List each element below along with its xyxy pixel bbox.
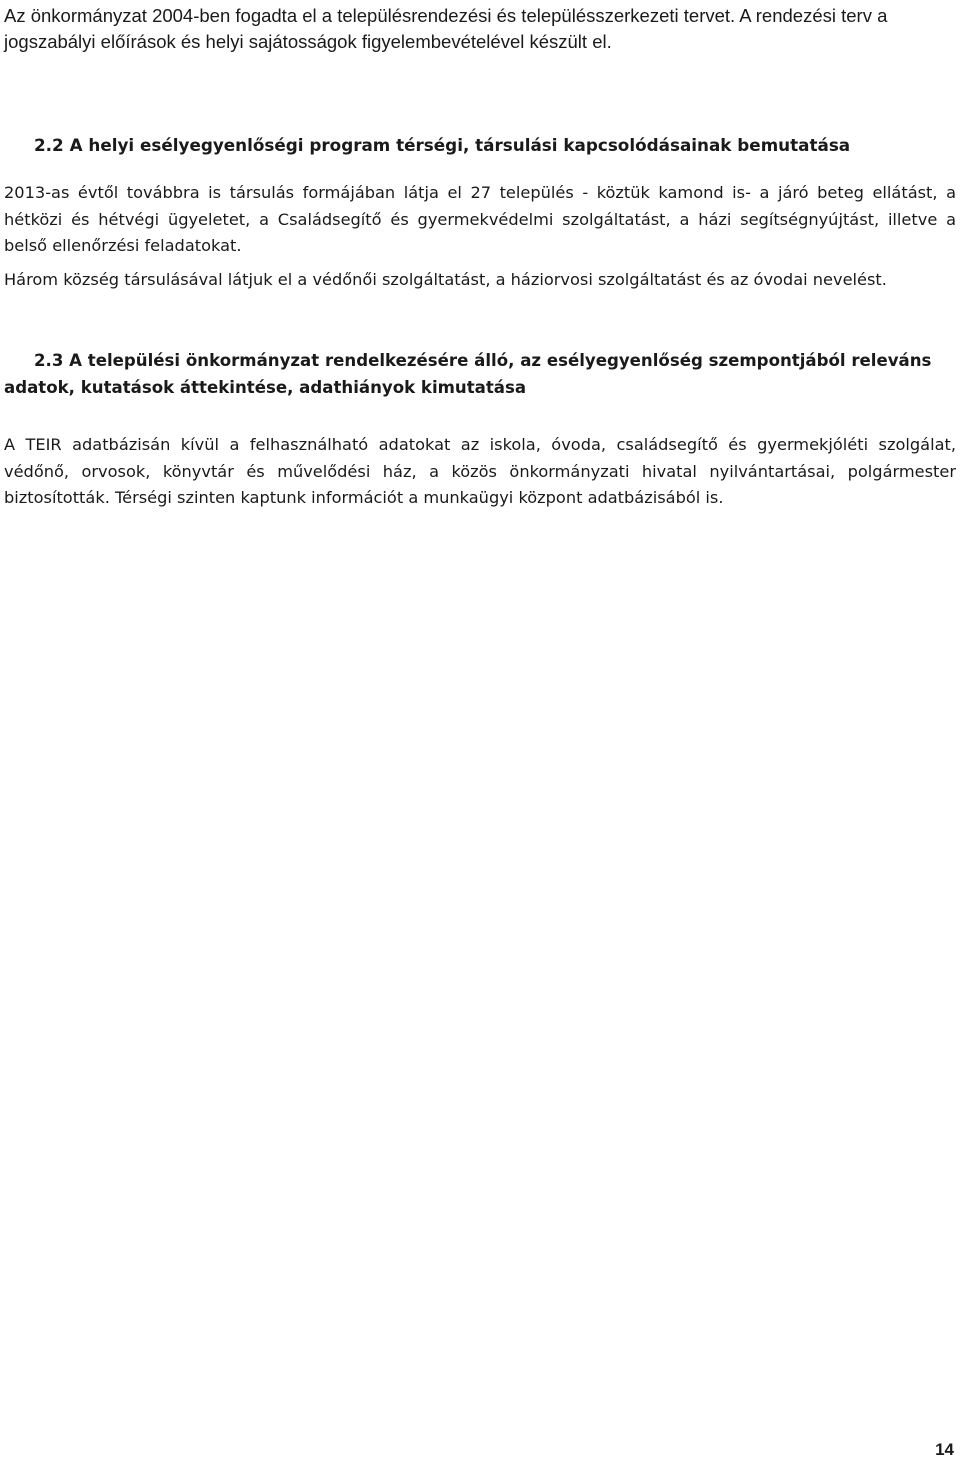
document-page	[4, 0, 956, 1459]
section-heading-2-2: 2.2 A helyi esélyegyenlőségi program térségi, társulási kapcsolódásainak bemutatása	[34, 135, 851, 155]
section-2-2-paragraph-1: 2013-as évtől továbbra is társulás formájában látja el 27 település - köztük kamond is- a járó beteg ellátást, a hétközi és hétvégi ügyeletet, a Családsegítő és gyermekvédelmi szolgáltatást, a házi segítségnyújtást, illetve a belső ellenőrzési feladatokat.	[4, 183, 956, 255]
section-2-3-paragraph: A TEIR adatbázisán kívül a felhasználható adatokat az iskola, óvoda, családsegítő és gyermekjóléti szolgálat, védőnő, orvosok, könyvtár és művelődési ház, a közös önkormányzati hivatal nyilvántartásai, polgármester biztosították. Térségi szinten kaptunk információt a munkaügyi központ adatbázisából is.	[4, 435, 956, 507]
page-number: 14	[935, 1440, 954, 1459]
intro-paragraph: Az önkormányzat 2004-ben fogadta el a településrendezési és településszerkezeti tervet. A rendezési terv a jogszabályi előírások és helyi sajátosságok figyelembevételével készült el.	[4, 5, 888, 52]
section-heading-2-3: 2.3 A települési önkormányzat rendelkezésére álló, az esélyegyenlőség szempontjából releváns adatok, kutatások áttekintése, adathiányok kimutatása	[4, 351, 932, 397]
section-2-2-paragraph-2: Három község társulásával látjuk el a védőnői szolgáltatást, a háziorvosi szolgáltatást és az óvodai nevelést.	[4, 270, 887, 289]
